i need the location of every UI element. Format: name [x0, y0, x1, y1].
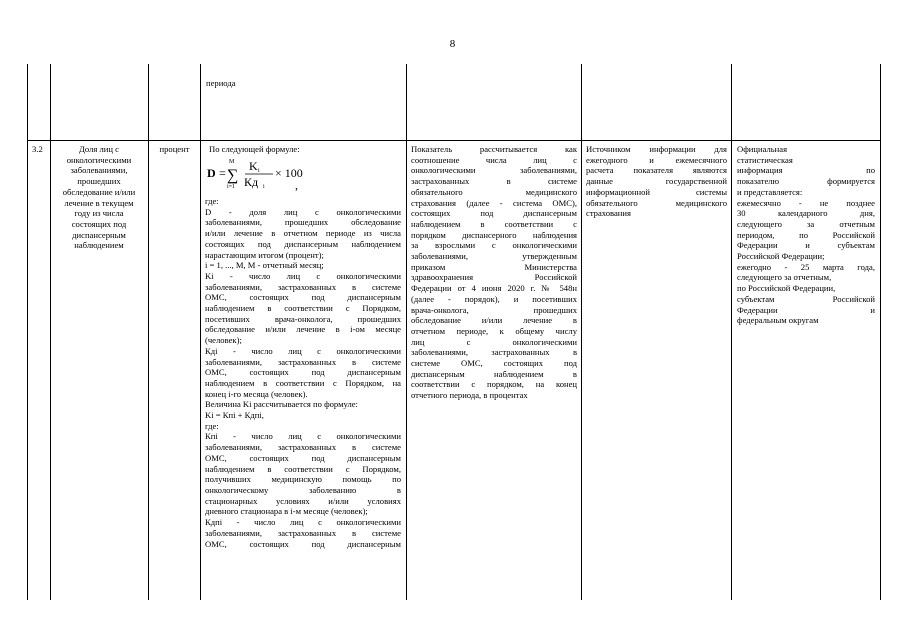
- svg-text:,: ,: [295, 178, 298, 191]
- row-number: 3.2: [32, 144, 43, 154]
- formula-continuation: периода: [206, 78, 236, 88]
- formula-intro: По следующей формуле:: [209, 144, 300, 154]
- svg-text:D: D: [207, 166, 216, 180]
- page-number: 8: [449, 38, 456, 50]
- indicator-name: Доля лиц с онкологическими заболеваниями, прошедших обследование и/или лечение в текущем году из числа состоящих под диспансерным наблюдением: [62, 144, 136, 251]
- svg-text:M: M: [229, 159, 235, 165]
- svg-text:× 100: × 100: [275, 166, 303, 180]
- svg-text:i: i: [263, 184, 265, 190]
- svg-text:i: i: [258, 168, 260, 174]
- svg-text:K: K: [249, 159, 258, 173]
- svg-text:∑: ∑: [227, 167, 239, 184]
- unit: процент: [159, 144, 190, 154]
- official-info: Официальная статистическая информация по показателю формируется и представляется: ежемесячно - не позднее 30 календарного дня, следующего за отчетным периодом, по Российской Федерации и субъектам Российской Федерации; ежегодно - 25 марта года, следующего за отчетным, по Российской Федерации, субъектам Российской Федерации и федеральным округам: [737, 144, 875, 326]
- svg-text:i=1: i=1: [227, 184, 236, 190]
- formula-description: где: D - доля лиц с онкологическими заболеваниями, прошедших обследование и/или лечение в отчетном периоде из числа состоящих под диспансерным наблюдением нарастающим итогом (процент); i = 1, ..., M, M - отчетный месяц; Ki - число лиц с онкологическими заболеваниями, застрахованных в системе ОМС, состоящих под диспансерным наблюдением в соответствии с Порядком, посетивших врача-онколога, прошедших обследование и/или лечение в i-ом месяце (человек); Кдi - число лиц с онкологическими заболеваниями, застрахованных в системе ОМС, состоящих под диспансерным наблюдением в соответствии с Порядком, на конец i-го месяца (человек). Величина Ki рассчитывается по формуле: Ki = Кпi + Кдпi, где: Кпi - число лиц с онкологическими заболеваниями, застрахованных в системе ОМС, состоящих под диспансерным наблюдением в соответствии с Порядком, получивших медицинскую помощь по онкологическому заболеванию в стационарных условиях и/или условиях дневного стационара в i-м месяце (человек); Кдпi - число лиц с онкологическими заболеваниями, застрахованных в системе ОМС, состоящих под диспансерным: [205, 196, 401, 549]
- svg-text:=: =: [219, 166, 226, 180]
- calculation-method: Показатель рассчитывается как соотношение числа лиц с онкологическими заболеваниями, застрахованных в системе обязательного медицинского страхования (далее - система ОМС), состоящих под диспансерным наблюдением в соответствии с порядком диспансерного наблюдения за взрослыми с онкологическими заболеваниями, утвержденным приказом Министерства здравоохранения Российской Федерации от 4 июня 2020 г. № 548н (далее - порядок), и посетивших врача-онколога, прошедших обследование и/или лечение в отчетном периоде, к общему числу лиц с онкологическими заболеваниями, застрахованных в системе ОМС, состоящих под диспансерным наблюдением в соответствии с порядком, на конец отчетного периода, в процентах: [411, 144, 577, 401]
- svg-text:Кд: Кд: [244, 175, 259, 189]
- data-source: Источником информации для ежегодного и ежемесячного расчета показателя являются данные государственной информационной системы обязательного медицинского страхования: [586, 144, 727, 219]
- formula-image: [207, 157, 317, 191]
